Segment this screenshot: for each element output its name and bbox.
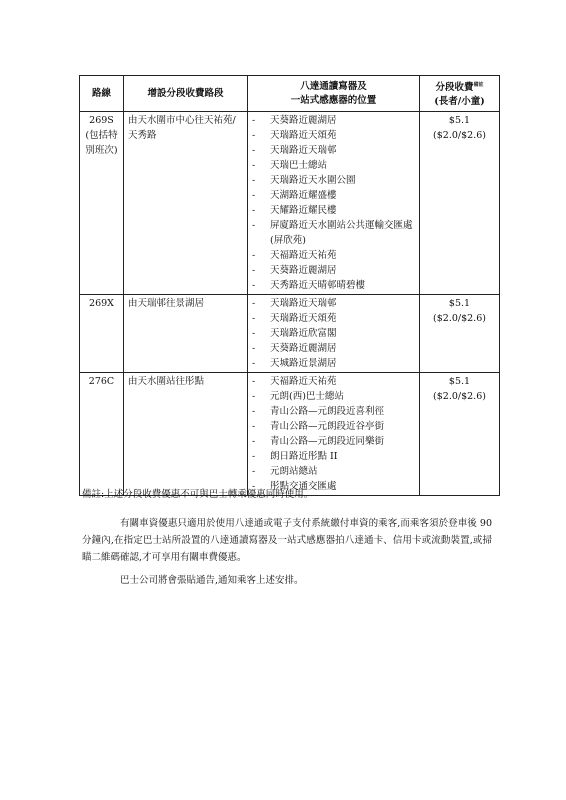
list-item: - 天瑞路近天瑞邨 [252, 298, 337, 310]
stops-cell [248, 295, 420, 373]
header-fee-line2: (長者/小童) [434, 96, 485, 108]
route-cell [80, 295, 124, 373]
table-row [80, 112, 500, 295]
route-note: (包括特別班次) [85, 130, 118, 157]
list-item: - 朗日路近彤點 II [252, 451, 338, 463]
stops-list [252, 113, 415, 293]
route-cell [80, 112, 124, 295]
fee-cell [420, 112, 500, 295]
header-reader-line1: 八達通讀寫器及 [300, 80, 367, 92]
list-item: - 天秀路近天晴邨晴碧樓 [252, 280, 366, 292]
list-item: - 元朗(西)巴士總站 [252, 391, 344, 403]
stops-list [252, 296, 415, 371]
fee-concession: ($2.0/$2.6) [433, 130, 486, 142]
list-item: - 天瑞路近天頌苑 [252, 313, 337, 325]
fare-section-table [79, 75, 500, 496]
stops-cell [248, 112, 420, 295]
table-header-row [80, 76, 500, 112]
header-fee-line1: 分段收費 [435, 82, 474, 94]
stops-list [252, 374, 415, 494]
paragraph-concession-terms [82, 515, 492, 566]
list-item: - 青山公路—元朗段近喜利徑 [252, 406, 385, 418]
list-item: - 天瑞巴士總站 [252, 160, 328, 172]
fee-concession: ($2.0/$2.6) [433, 391, 486, 403]
route-number: 276C [88, 376, 115, 388]
list-item: - 天瑞路近天瑞邨 [252, 145, 337, 157]
header-section: 增設分段收費路段 [124, 76, 248, 112]
route-cell [80, 373, 124, 496]
paragraph-notice [82, 572, 492, 589]
route-number: 269S [89, 115, 114, 127]
fee-adult: $5.1 [448, 376, 471, 388]
list-item: - 天葵路近麗湖居 [252, 265, 337, 277]
list-item: - 彤點交通交匯處 [252, 481, 337, 493]
paragraph-concession-text: 有關車資優惠只適用於使用八達通或電子支付系統繳付車資的乘客,而乘客須於登車後 90 分鐘內,在指定巴士站所設置的八達通讀寫器及一站式感應器拍八達通卡、信用卡或流動裝置,或掃瞄二維碼確認,才可享用有關車費優惠。 [82, 518, 492, 563]
list-item: - 天瑞路近天頌苑 [252, 130, 337, 142]
table-row [80, 295, 500, 373]
list-item: - 天葵路近麗湖居 [252, 115, 337, 127]
header-fee [420, 76, 500, 112]
list-item: - 天瑞路近欣富閣 [252, 328, 337, 340]
header-route: 路線 [80, 76, 124, 112]
header-fee-note-mark: 備註 [473, 82, 484, 88]
header-reader-location [248, 76, 420, 112]
section-cell: 由天水圍市中心往天祐苑/天秀路 [124, 112, 248, 295]
fee-adult: $5.1 [448, 298, 471, 310]
list-item: - 青山公路—元朗段近同樂街 [252, 436, 385, 448]
stops-cell [248, 373, 420, 496]
list-item: - 天湖路近耀盛樓 [252, 190, 337, 202]
list-item: - 元朗站總站 [252, 466, 318, 478]
section-cell: 由天水圍站往彤點 [124, 373, 248, 496]
list-item: - 天耀路近耀民樓 [252, 205, 337, 217]
fee-concession: ($2.0/$2.6) [433, 313, 486, 325]
list-item: - 天葵路近麗湖居 [252, 343, 337, 355]
list-item: - 屏廈路近天水圍站公共運輸交匯處(屏欣苑) [252, 220, 413, 247]
fee-cell [420, 373, 500, 496]
list-item: - 天福路近天祐苑 [252, 376, 337, 388]
section-cell: 由天瑞邨往景湖居 [124, 295, 248, 373]
route-number: 269X [89, 298, 114, 310]
remark-note: 備註:上述分段收費優惠不可與巴士轉乘優惠同時使用。 [82, 489, 314, 500]
list-item: - 天福路近天祐苑 [252, 250, 337, 262]
fee-cell [420, 295, 500, 373]
table-row [80, 373, 500, 496]
paragraph-notice-text: 巴士公司將會張貼通告,通知乘客上述安排。 [120, 575, 304, 586]
list-item: - 天城路近景湖居 [252, 358, 337, 370]
list-item: - 青山公路—元朗段近谷亭街 [252, 421, 385, 433]
header-reader-line2: 一站式感應器的位置 [290, 94, 377, 106]
fee-adult: $5.1 [448, 115, 471, 127]
list-item: - 天瑞路近天水圍公園 [252, 175, 356, 187]
